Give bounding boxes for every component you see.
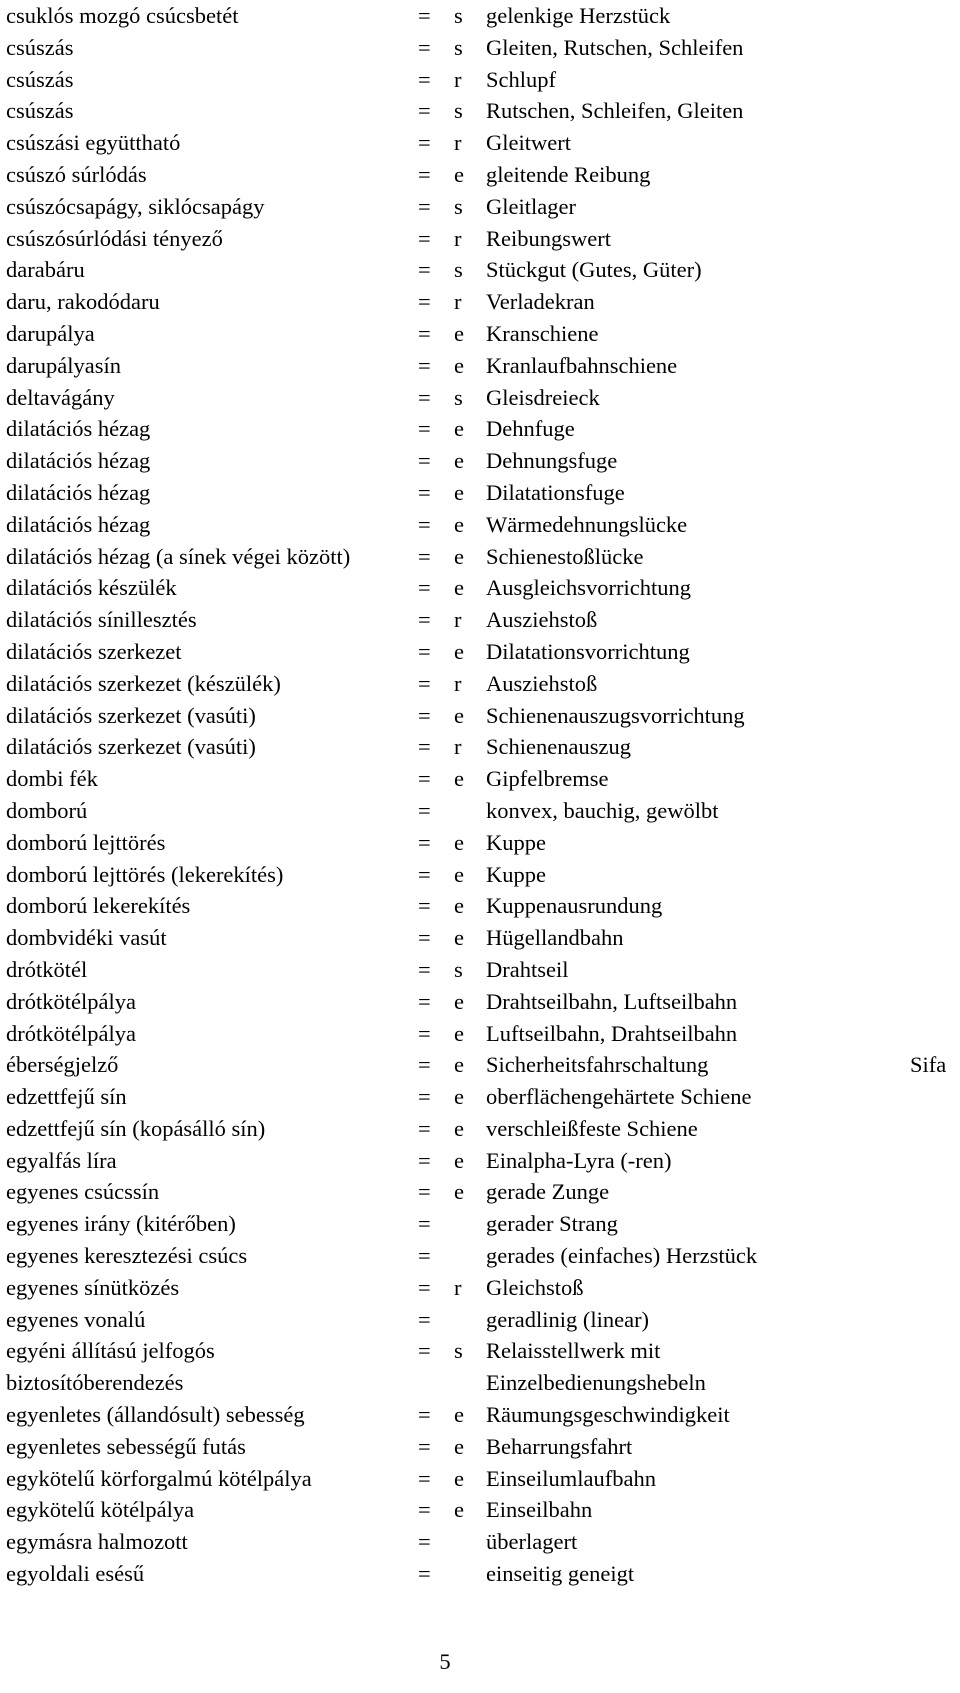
german-term: Schienenauszug xyxy=(486,734,631,760)
german-term: Kranschiene xyxy=(486,320,599,346)
glossary-row xyxy=(6,572,956,604)
german-article: r xyxy=(454,607,462,633)
hungarian-term: egyenes csúcssín xyxy=(6,1179,160,1205)
german-article: e xyxy=(454,1052,464,1078)
german-term: Luftseilbahn, Drahtseilbahn xyxy=(486,1020,738,1046)
german-article: e xyxy=(454,1179,464,1205)
german-term: oberflächengehärtete Schiene xyxy=(486,1084,752,1110)
equals-sign: = xyxy=(418,861,431,887)
hungarian-term: dilatációs szerkezet (készülék) xyxy=(6,670,281,696)
equals-sign: = xyxy=(418,1052,431,1078)
glossary-row xyxy=(6,1240,956,1272)
hungarian-term: csúszósúrlódási tényező xyxy=(6,225,223,251)
glossary-row xyxy=(6,95,956,127)
german-term: gerades (einfaches) Herzstück xyxy=(486,1243,758,1269)
glossary-row xyxy=(6,859,956,891)
hungarian-term: dombi fék xyxy=(6,766,98,792)
equals-sign: = xyxy=(418,1338,431,1364)
equals-sign: = xyxy=(418,1306,431,1332)
glossary-row xyxy=(6,700,956,732)
hungarian-term: egyéni állítású jelfogós xyxy=(6,1338,215,1364)
hungarian-term: dilatációs szerkezet xyxy=(6,638,182,664)
glossary-row xyxy=(6,795,956,827)
glossary-row xyxy=(6,1081,956,1113)
german-term: Hügellandbahn xyxy=(486,925,624,951)
german-article: s xyxy=(454,956,463,982)
glossary-row xyxy=(6,64,956,96)
hungarian-term: csúszás xyxy=(6,66,74,92)
equals-sign: = xyxy=(418,1243,431,1269)
hungarian-term: biztosítóberendezés xyxy=(6,1370,184,1396)
equals-sign: = xyxy=(418,1465,431,1491)
hungarian-term: dombvidéki vasút xyxy=(6,925,167,951)
german-article: e xyxy=(454,861,464,887)
hungarian-term: csúszó súrlódás xyxy=(6,161,147,187)
german-term: Kuppe xyxy=(486,829,546,855)
glossary-row xyxy=(6,1176,956,1208)
hungarian-term: darupálya xyxy=(6,320,95,346)
glossary-row xyxy=(6,541,956,573)
hungarian-term: dilatációs hézag xyxy=(6,479,151,505)
hungarian-term: egyenletes sebességű futás xyxy=(6,1433,246,1459)
glossary-row xyxy=(6,382,956,414)
hungarian-term: drótkötél xyxy=(6,956,88,982)
glossary-row xyxy=(6,1399,956,1431)
page-number: 5 xyxy=(439,1649,451,1674)
german-article: e xyxy=(454,988,464,1014)
equals-sign: = xyxy=(418,575,431,601)
german-term: Einseilbahn xyxy=(486,1497,593,1523)
equals-sign: = xyxy=(418,130,431,156)
hungarian-term: dilatációs hézag xyxy=(6,416,151,442)
equals-sign: = xyxy=(418,225,431,251)
german-article: e xyxy=(454,702,464,728)
glossary-row xyxy=(6,1049,956,1081)
equals-sign: = xyxy=(418,638,431,664)
equals-sign: = xyxy=(418,543,431,569)
german-term: Reibungswert xyxy=(486,225,611,251)
glossary-row xyxy=(6,413,956,445)
german-term: Ausziehstoß xyxy=(486,607,598,633)
german-term: gelenkige Herzstück xyxy=(486,3,671,28)
german-article: e xyxy=(454,352,464,378)
german-article: r xyxy=(454,289,462,315)
german-article: e xyxy=(454,575,464,601)
hungarian-term: dilatációs szerkezet (vasúti) xyxy=(6,734,256,760)
german-term: konvex, bauchig, gewölbt xyxy=(486,797,719,823)
glossary-row xyxy=(6,731,956,763)
glossary-row xyxy=(6,1367,956,1399)
equals-sign: = xyxy=(418,702,431,728)
equals-sign: = xyxy=(418,352,431,378)
hungarian-term: drótkötélpálya xyxy=(6,988,136,1014)
german-article: e xyxy=(454,448,464,474)
german-term: gleitende Reibung xyxy=(486,161,651,187)
german-term: Schienenauszugsvorrichtung xyxy=(486,702,745,728)
german-term: Ausziehstoß xyxy=(486,670,598,696)
german-term: Einzelbedienungshebeln xyxy=(486,1370,706,1396)
equals-sign: = xyxy=(418,3,431,28)
hungarian-term: darabáru xyxy=(6,257,85,283)
equals-sign: = xyxy=(418,384,431,410)
hungarian-term: dilatációs hézag xyxy=(6,448,151,474)
abbreviation: Sifa xyxy=(910,1052,947,1078)
equals-sign: = xyxy=(418,1115,431,1141)
german-term: Beharrungsfahrt xyxy=(486,1433,633,1459)
german-article: s xyxy=(454,384,463,410)
glossary-row xyxy=(6,191,956,223)
glossary-row xyxy=(6,477,956,509)
equals-sign: = xyxy=(418,479,431,505)
german-term: Dilatationsvorrichtung xyxy=(486,638,690,664)
german-article: e xyxy=(454,511,464,537)
hungarian-term: domború lekerekítés xyxy=(6,893,191,919)
hungarian-term: csúszási együttható xyxy=(6,130,181,156)
hungarian-term: egykötelű kötélpálya xyxy=(6,1497,195,1523)
hungarian-term: drótkötélpálya xyxy=(6,1020,136,1046)
german-term: Gleitwert xyxy=(486,130,571,156)
hungarian-term: domború lejttörés (lekerekítés) xyxy=(6,861,284,887)
german-term: Gipfelbremse xyxy=(486,766,609,792)
equals-sign: = xyxy=(418,1529,431,1555)
german-term: Wärmedehnungslücke xyxy=(486,511,688,537)
hungarian-term: egyenes irány (kitérőben) xyxy=(6,1211,236,1237)
german-term: Dehnungsfuge xyxy=(486,448,618,474)
german-article: r xyxy=(454,130,462,156)
equals-sign: = xyxy=(418,607,431,633)
german-term: Einalpha-Lyra (-ren) xyxy=(486,1147,672,1173)
glossary-row xyxy=(6,1272,956,1304)
hungarian-term: egykötelű körforgalmú kötélpálya xyxy=(6,1465,312,1491)
glossary-row xyxy=(6,827,956,859)
hungarian-term: éberségjelző xyxy=(6,1052,119,1078)
german-term: Räumungsgeschwindigkeit xyxy=(486,1402,730,1428)
german-term: gerade Zunge xyxy=(486,1179,610,1205)
german-term: Gleichstoß xyxy=(486,1274,584,1300)
equals-sign: = xyxy=(418,670,431,696)
german-article: e xyxy=(454,1084,464,1110)
hungarian-term: csuklós mozgó csúcsbetét xyxy=(6,3,239,28)
german-article: e xyxy=(454,1115,464,1141)
glossary-row xyxy=(6,445,956,477)
german-article: r xyxy=(454,66,462,92)
hungarian-term: darupályasín xyxy=(6,352,121,378)
german-term: Dilatationsfuge xyxy=(486,479,625,505)
hungarian-term: csúszás xyxy=(6,98,74,124)
equals-sign: = xyxy=(418,1497,431,1523)
glossary-row xyxy=(6,1208,956,1240)
glossary-row xyxy=(6,32,956,64)
german-term: Gleisdreieck xyxy=(486,384,600,410)
hungarian-term: egyenes keresztezési csúcs xyxy=(6,1243,248,1269)
equals-sign: = xyxy=(418,1561,431,1587)
german-article: s xyxy=(454,3,463,28)
equals-sign: = xyxy=(418,193,431,219)
german-term: verschleißfeste Schiene xyxy=(486,1115,698,1141)
german-term: überlagert xyxy=(486,1529,578,1555)
german-term: gerader Strang xyxy=(486,1211,618,1237)
german-term: Schienestoßlücke xyxy=(486,543,644,569)
hungarian-term: dilatációs sínillesztés xyxy=(6,607,197,633)
german-term: Gleitlager xyxy=(486,193,576,219)
german-term: Ausgleichsvorrichtung xyxy=(486,575,691,601)
german-term: Stückgut (Gutes, Güter) xyxy=(486,257,702,283)
german-article: r xyxy=(454,1274,462,1300)
hungarian-term: dilatációs készülék xyxy=(6,575,177,601)
glossary-row xyxy=(6,350,956,382)
glossary-row xyxy=(6,954,956,986)
german-article: e xyxy=(454,479,464,505)
hungarian-term: edzettfejű sín (kopásálló sín) xyxy=(6,1115,266,1141)
german-term: geradlinig (linear) xyxy=(486,1306,650,1332)
german-article: e xyxy=(454,893,464,919)
german-term: Drahtseil xyxy=(486,956,569,982)
german-term: Einseilumlaufbahn xyxy=(486,1465,656,1491)
equals-sign: = xyxy=(418,511,431,537)
german-article: e xyxy=(454,320,464,346)
glossary-row xyxy=(6,763,956,795)
equals-sign: = xyxy=(418,766,431,792)
hungarian-term: egyenes vonalú xyxy=(6,1306,146,1332)
german-term: Relaisstellwerk mit xyxy=(486,1338,661,1364)
german-article: e xyxy=(454,1020,464,1046)
glossary-row xyxy=(6,1494,956,1526)
glossary-row xyxy=(6,509,956,541)
glossary-row xyxy=(6,1145,956,1177)
equals-sign: = xyxy=(418,1084,431,1110)
equals-sign: = xyxy=(418,257,431,283)
glossary-row xyxy=(6,1526,956,1558)
equals-sign: = xyxy=(418,98,431,124)
equals-sign: = xyxy=(418,34,431,60)
equals-sign: = xyxy=(418,829,431,855)
german-article: s xyxy=(454,34,463,60)
glossary-entries xyxy=(6,0,956,1590)
glossary-row xyxy=(6,286,956,318)
hungarian-term: dilatációs hézag xyxy=(6,511,151,537)
german-article: s xyxy=(454,1338,463,1364)
hungarian-term: deltavágány xyxy=(6,384,115,410)
german-term: Kranlaufbahnschiene xyxy=(486,352,678,378)
equals-sign: = xyxy=(418,925,431,951)
glossary-row xyxy=(6,1558,956,1590)
german-term: Sicherheitsfahrschaltung xyxy=(486,1052,709,1078)
glossary-row xyxy=(6,318,956,350)
equals-sign: = xyxy=(418,1020,431,1046)
glossary-row xyxy=(6,890,956,922)
equals-sign: = xyxy=(418,416,431,442)
german-article: r xyxy=(454,225,462,251)
german-term: einseitig geneigt xyxy=(486,1561,635,1587)
german-article: r xyxy=(454,670,462,696)
glossary-row xyxy=(6,159,956,191)
glossary-row xyxy=(6,922,956,954)
equals-sign: = xyxy=(418,1433,431,1459)
german-article: s xyxy=(454,98,463,124)
equals-sign: = xyxy=(418,1274,431,1300)
german-article: e xyxy=(454,766,464,792)
equals-sign: = xyxy=(418,320,431,346)
german-article: e xyxy=(454,1147,464,1173)
equals-sign: = xyxy=(418,1402,431,1428)
glossary-row xyxy=(6,254,956,286)
glossary-row xyxy=(6,636,956,668)
german-article: r xyxy=(454,734,462,760)
german-article: e xyxy=(454,1497,464,1523)
equals-sign: = xyxy=(418,289,431,315)
glossary-row xyxy=(6,1304,956,1336)
german-term: Rutschen, Schleifen, Gleiten xyxy=(486,98,744,124)
glossary-row xyxy=(6,1463,956,1495)
equals-sign: = xyxy=(418,1211,431,1237)
german-article: s xyxy=(454,257,463,283)
german-article: e xyxy=(454,1465,464,1491)
hungarian-term: egyenes sínütközés xyxy=(6,1274,180,1300)
german-article: e xyxy=(454,925,464,951)
german-term: Verladekran xyxy=(486,289,595,315)
equals-sign: = xyxy=(418,797,431,823)
equals-sign: = xyxy=(418,66,431,92)
hungarian-term: egymásra halmozott xyxy=(6,1529,188,1555)
equals-sign: = xyxy=(418,893,431,919)
hungarian-term: egyoldali esésű xyxy=(6,1561,145,1587)
equals-sign: = xyxy=(418,956,431,982)
equals-sign: = xyxy=(418,1147,431,1173)
german-article: e xyxy=(454,161,464,187)
hungarian-term: daru, rakodódaru xyxy=(6,289,160,315)
hungarian-term: domború xyxy=(6,797,88,823)
german-article: e xyxy=(454,829,464,855)
glossary-row xyxy=(6,1018,956,1050)
glossary-row xyxy=(6,986,956,1018)
hungarian-term: csúszócsapágy, siklócsapágy xyxy=(6,193,265,219)
german-article: e xyxy=(454,638,464,664)
glossary-row xyxy=(6,1431,956,1463)
hungarian-term: edzettfejű sín xyxy=(6,1084,127,1110)
german-term: Dehnfuge xyxy=(486,416,575,442)
german-article: e xyxy=(454,416,464,442)
hungarian-term: dilatációs hézag (a sínek végei között) xyxy=(6,543,351,569)
glossary-row xyxy=(6,127,956,159)
glossary-row xyxy=(6,1335,956,1367)
german-article: e xyxy=(454,1433,464,1459)
equals-sign: = xyxy=(418,988,431,1014)
hungarian-term: egyenletes (állandósult) sebesség xyxy=(6,1402,305,1428)
german-term: Kuppe xyxy=(486,861,546,887)
equals-sign: = xyxy=(418,734,431,760)
equals-sign: = xyxy=(418,161,431,187)
hungarian-term: egyalfás líra xyxy=(6,1147,117,1173)
glossary-row xyxy=(6,668,956,700)
german-term: Gleiten, Rutschen, Schleifen xyxy=(486,34,744,60)
equals-sign: = xyxy=(418,448,431,474)
german-term: Schlupf xyxy=(486,66,556,92)
glossary-row xyxy=(6,0,956,32)
german-article: e xyxy=(454,1402,464,1428)
glossary-row xyxy=(6,223,956,255)
german-article: e xyxy=(454,543,464,569)
hungarian-term: csúszás xyxy=(6,34,74,60)
german-term: Drahtseilbahn, Luftseilbahn xyxy=(486,988,738,1014)
equals-sign: = xyxy=(418,1179,431,1205)
hungarian-term: dilatációs szerkezet (vasúti) xyxy=(6,702,256,728)
hungarian-term: domború lejttörés xyxy=(6,829,166,855)
german-term: Kuppenausrundung xyxy=(486,893,663,919)
glossary-row xyxy=(6,1113,956,1145)
german-article: s xyxy=(454,193,463,219)
glossary-row xyxy=(6,604,956,636)
